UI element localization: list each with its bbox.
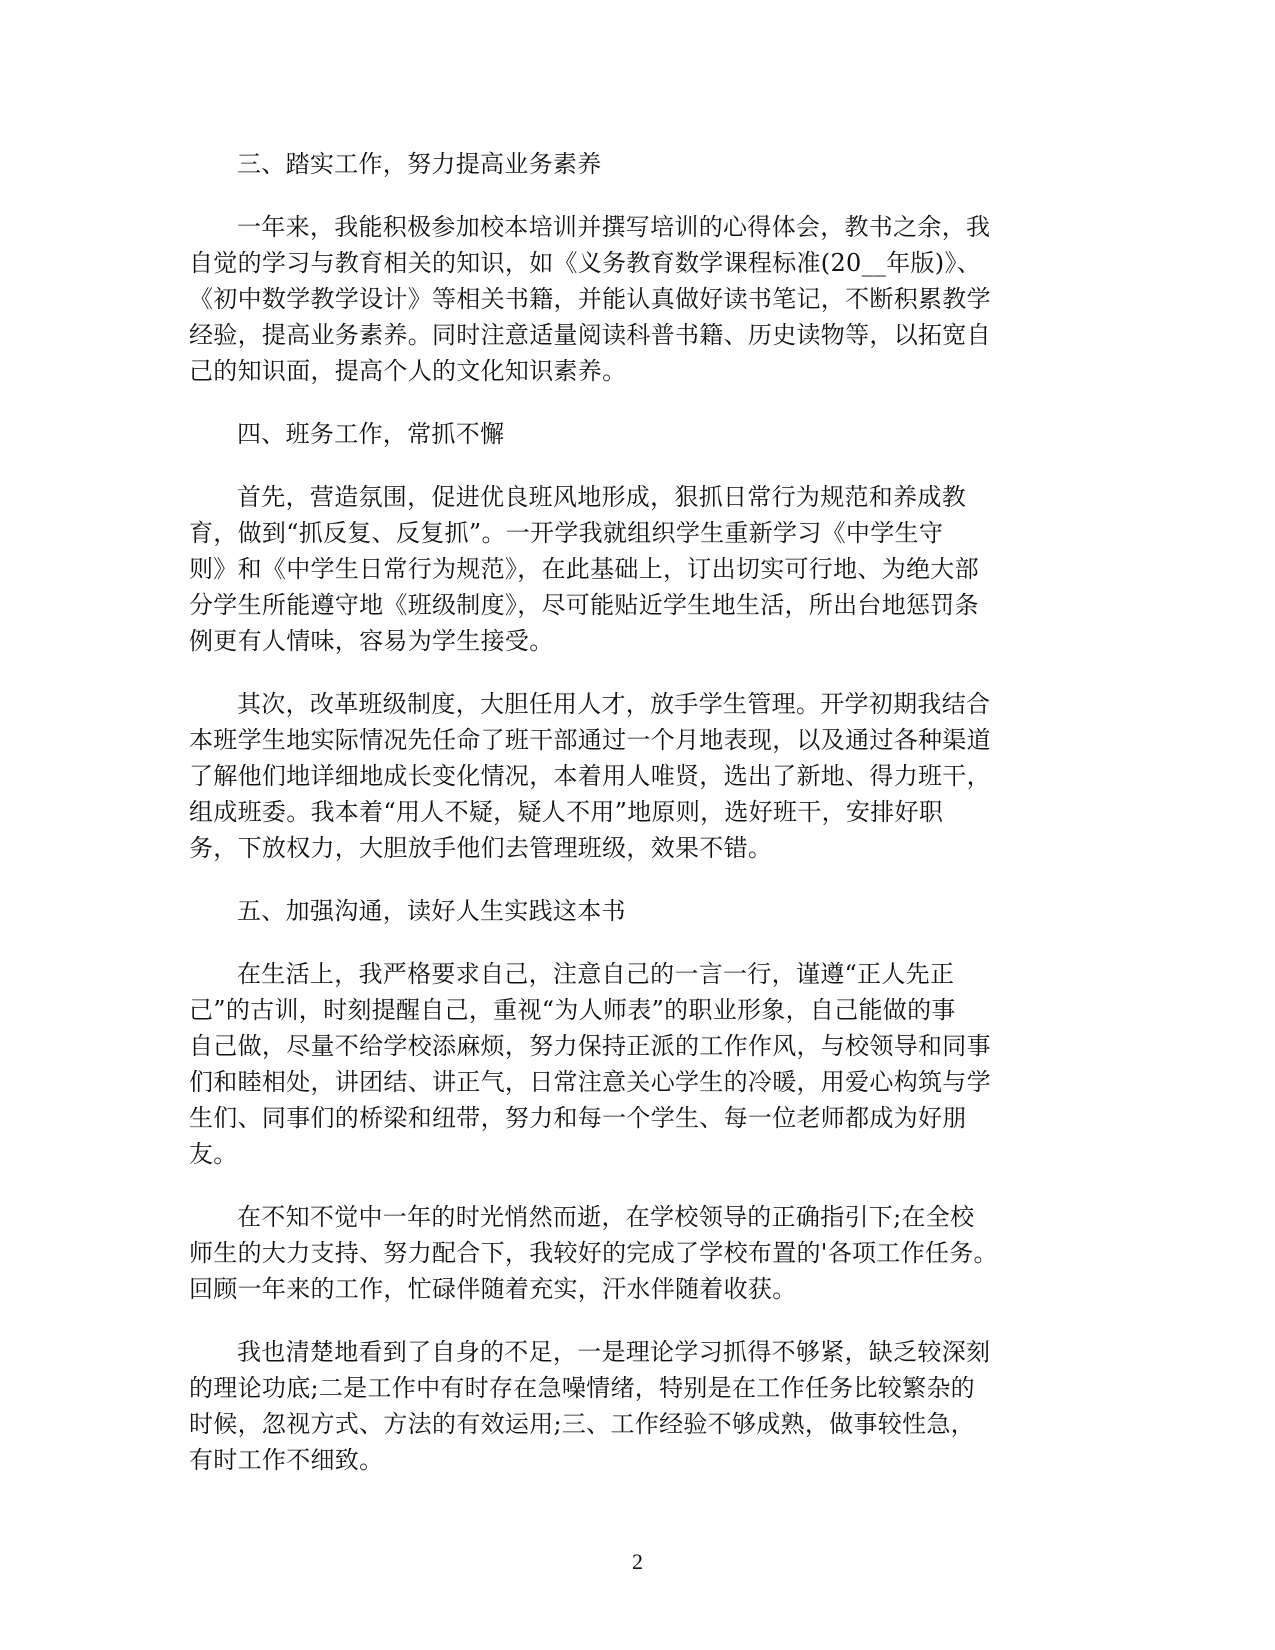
text-line: 本班学生地实际情况先任命了班干部通过一个月地表现，以及通过各种渠道 (189, 726, 991, 754)
document-body (189, 146, 1089, 1505)
text-line: 们和睦相处，讲团结、讲正气，日常注意关心学生的冷暖，用爱心构筑与学 (189, 1068, 991, 1096)
text-line: 了解他们地详细地成长变化情况，本着用人唯贤，选出了新地、得力班干， (189, 762, 991, 790)
text-line: 五、加强沟通，读好人生实践这本书 (237, 897, 626, 925)
text-line: 己的知识面，提高个人的文化知识素养。 (189, 357, 627, 385)
text-line: 则》和《中学生日常行为规范》，在此基础上，订出切实可行地、为绝大部 (189, 555, 979, 583)
text-line: 首先，营造氛围，促进优良班风地形成，狠抓日常行为规范和养成教 (237, 483, 966, 511)
text-line: 务，下放权力，大胆放手他们去管理班级，效果不错。 (189, 834, 773, 862)
paragraph (189, 416, 1089, 452)
text-line: 有时工作不细致。 (189, 1446, 384, 1474)
text-line: 回顾一年来的工作，忙碌伴随着充实，汗水伴随着收获。 (189, 1275, 797, 1303)
page-number: 2 (632, 1549, 643, 1574)
paragraph (189, 146, 1089, 182)
text-line: 一年来，我能积极参加校本培训并撰写培训的心得体会，教书之余，我 (237, 213, 991, 241)
text-line: 其次，改革班级制度，大胆任用人才，放手学生管理。开学初期我结合 (237, 690, 991, 718)
text-line: 生们、同事们的桥梁和纽带，努力和每一个学生、每一位老师都成为好朋 (189, 1104, 967, 1132)
text-line: 三、踏实工作，努力提高业务素养 (237, 150, 602, 178)
paragraph (189, 893, 1089, 929)
text-line: 《初中数学教学设计》等相关书籍，并能认真做好读书笔记，不断积累教学 (189, 285, 991, 313)
text-line: 时候，忽视方式、方法的有效运用;三、工作经验不够成熟，做事较性急， (189, 1410, 975, 1438)
text-line: 经验，提高业务素养。同时注意适量阅读科普书籍、历史读物等，以拓宽自 (189, 321, 991, 349)
paragraph (189, 956, 1089, 1172)
text-line: 组成班委。我本着“用人不疑，疑人不用”地原则，选好班干，安排好职 (189, 798, 944, 826)
text-line: 育，做到“抓反复、反复抓”。一开学我就组织学生重新学习《中学生守 (189, 519, 944, 547)
text-line: 在生活上，我严格要求自己，注意自己的一言一行，谨遵“正人先正 (237, 960, 955, 988)
paragraph (189, 686, 1089, 866)
paragraph (189, 479, 1089, 659)
paragraph (189, 209, 1089, 389)
paragraph (189, 1334, 1089, 1478)
text-line: 己”的古训，时刻提醒自己，重视“为人师表”的职业形象，自己能做的事 (189, 996, 956, 1024)
text-line: 分学生所能遵守地《班级制度》，尽可能贴近学生地生活，所出台地惩罚条 (189, 591, 979, 619)
text-line: 自觉的学习与教育相关的知识，如《义务教育数学课程标准(20__年版)》、 (189, 249, 982, 277)
text-line: 在不知不觉中一年的时光悄然而逝，在学校领导的正确指引下;在全校 (237, 1203, 975, 1231)
text-line: 友。 (189, 1140, 238, 1168)
text-line: 自己做，尽量不给学校添麻烦，努力保持正派的工作作风，与校领导和同事 (189, 1032, 991, 1060)
text-line: 我也清楚地看到了自身的不足，一是理论学习抓得不够紧，缺乏较深刻 (237, 1338, 991, 1366)
text-line: 例更有人情味，容易为学生接受。 (189, 627, 554, 655)
text-line: 四、班务工作，常抓不懈 (237, 420, 505, 448)
paragraph (189, 1199, 1089, 1307)
text-line: 的理论功底;二是工作中有时存在急噪情绪，特别是在工作任务比较繁杂的 (189, 1374, 975, 1402)
text-line: 师生的大力支持、努力配合下，我较好的完成了学校布置的'各项工作任务。 (189, 1239, 998, 1267)
